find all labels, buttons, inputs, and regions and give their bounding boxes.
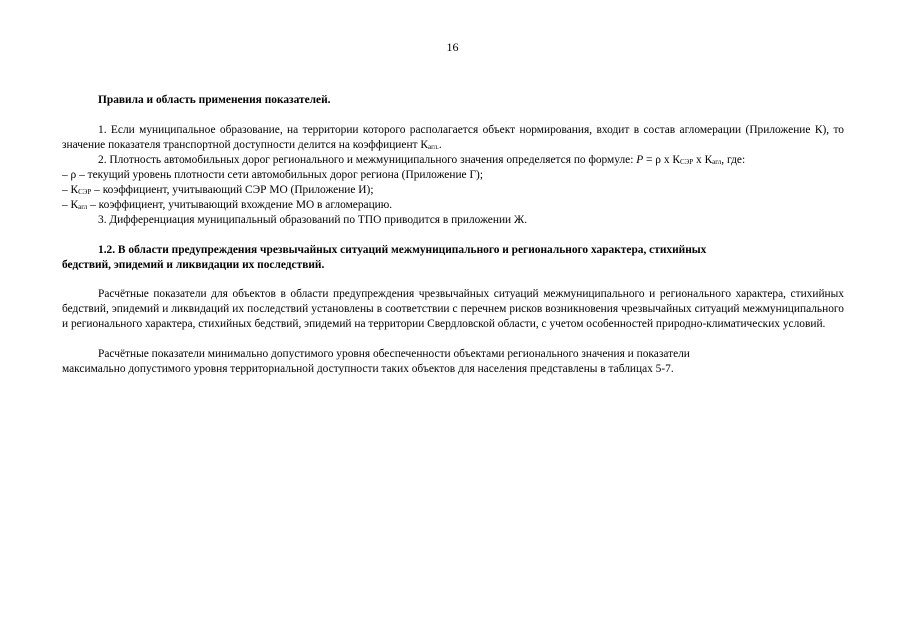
definition-3-a: – К <box>62 199 79 211</box>
paragraph-2-line-2: максимально допустимого уровня территориальной доступности таких объектов для населения представлены в таблицах 5-7. <box>62 363 674 375</box>
item-2-c: х К <box>693 154 713 166</box>
definition-1: – ρ – текущий уровень плотности сети автомобильных дорог региона (Приложение Г); <box>62 169 484 181</box>
item-2-a: 2. Плотность автомобильных дорог регионального и межмуниципального значения определяется по формуле: <box>98 154 637 166</box>
definition-2-b: – коэффициент, учитывающий СЭР МО (Приложение И); <box>91 184 374 196</box>
heading-1-2-line-1: 1.2. В области предупреждения чрезвычайных ситуаций межмуниципального и регионального характера, стихийных <box>98 244 707 256</box>
item-2-b: = ρ х К <box>643 154 680 166</box>
paragraph-2-line-1: Расчётные показатели минимально допустимого уровня обеспеченности объектами регионального значения и показатели <box>98 348 690 360</box>
section-title: Правила и область применения показателей. <box>98 94 331 106</box>
item-2-sub1: СЭР <box>679 158 694 166</box>
paragraph-1: Расчётные показатели для объектов в области предупреждения чрезвычайных ситуаций межмуниципального и регионального характера, стихийных бедствий, эпидемий и ликвидаций их последствий установлены в соответствии с перечнем рисков возникновения чрезвычайных ситуаций межмуниципального и регионального характера, стихийных бедствий, эпидемий на территории Свердловской области, с учетом особенностей природно-климатических условий. <box>62 288 844 330</box>
page-number: 16 <box>446 40 459 54</box>
item-3: 3. Дифференциация муниципальный образований по ТПО приводится в приложении Ж. <box>98 214 528 226</box>
definition-2 <box>62 183 844 198</box>
item-1-end: . <box>438 139 442 151</box>
definition-3-sub: агл <box>78 203 88 211</box>
definition-3 <box>62 198 844 213</box>
definition-2-sub: СЭР <box>78 188 92 196</box>
definition-3-b: – коэффициент, учитывающий вхождение МО в агломерацию. <box>87 199 393 211</box>
item-2-sub2: агл <box>712 158 722 166</box>
definition-2-a: – К <box>62 184 79 196</box>
item-1-text: 1. Если муниципальное образование, на территории которого располагается объект нормирования, входит в состав агломерации (Приложение К), то значение показателя транспортной доступности делится на коэффициент К <box>62 124 844 151</box>
heading-1-2-line-2: бедствий, эпидемий и ликвидации их последствий. <box>62 259 325 271</box>
item-2-p: P <box>636 154 644 166</box>
item-1 <box>62 123 844 153</box>
item-2-d: , где: <box>721 154 746 166</box>
item-1-sub: агл. <box>427 143 439 151</box>
item-2 <box>62 153 844 168</box>
